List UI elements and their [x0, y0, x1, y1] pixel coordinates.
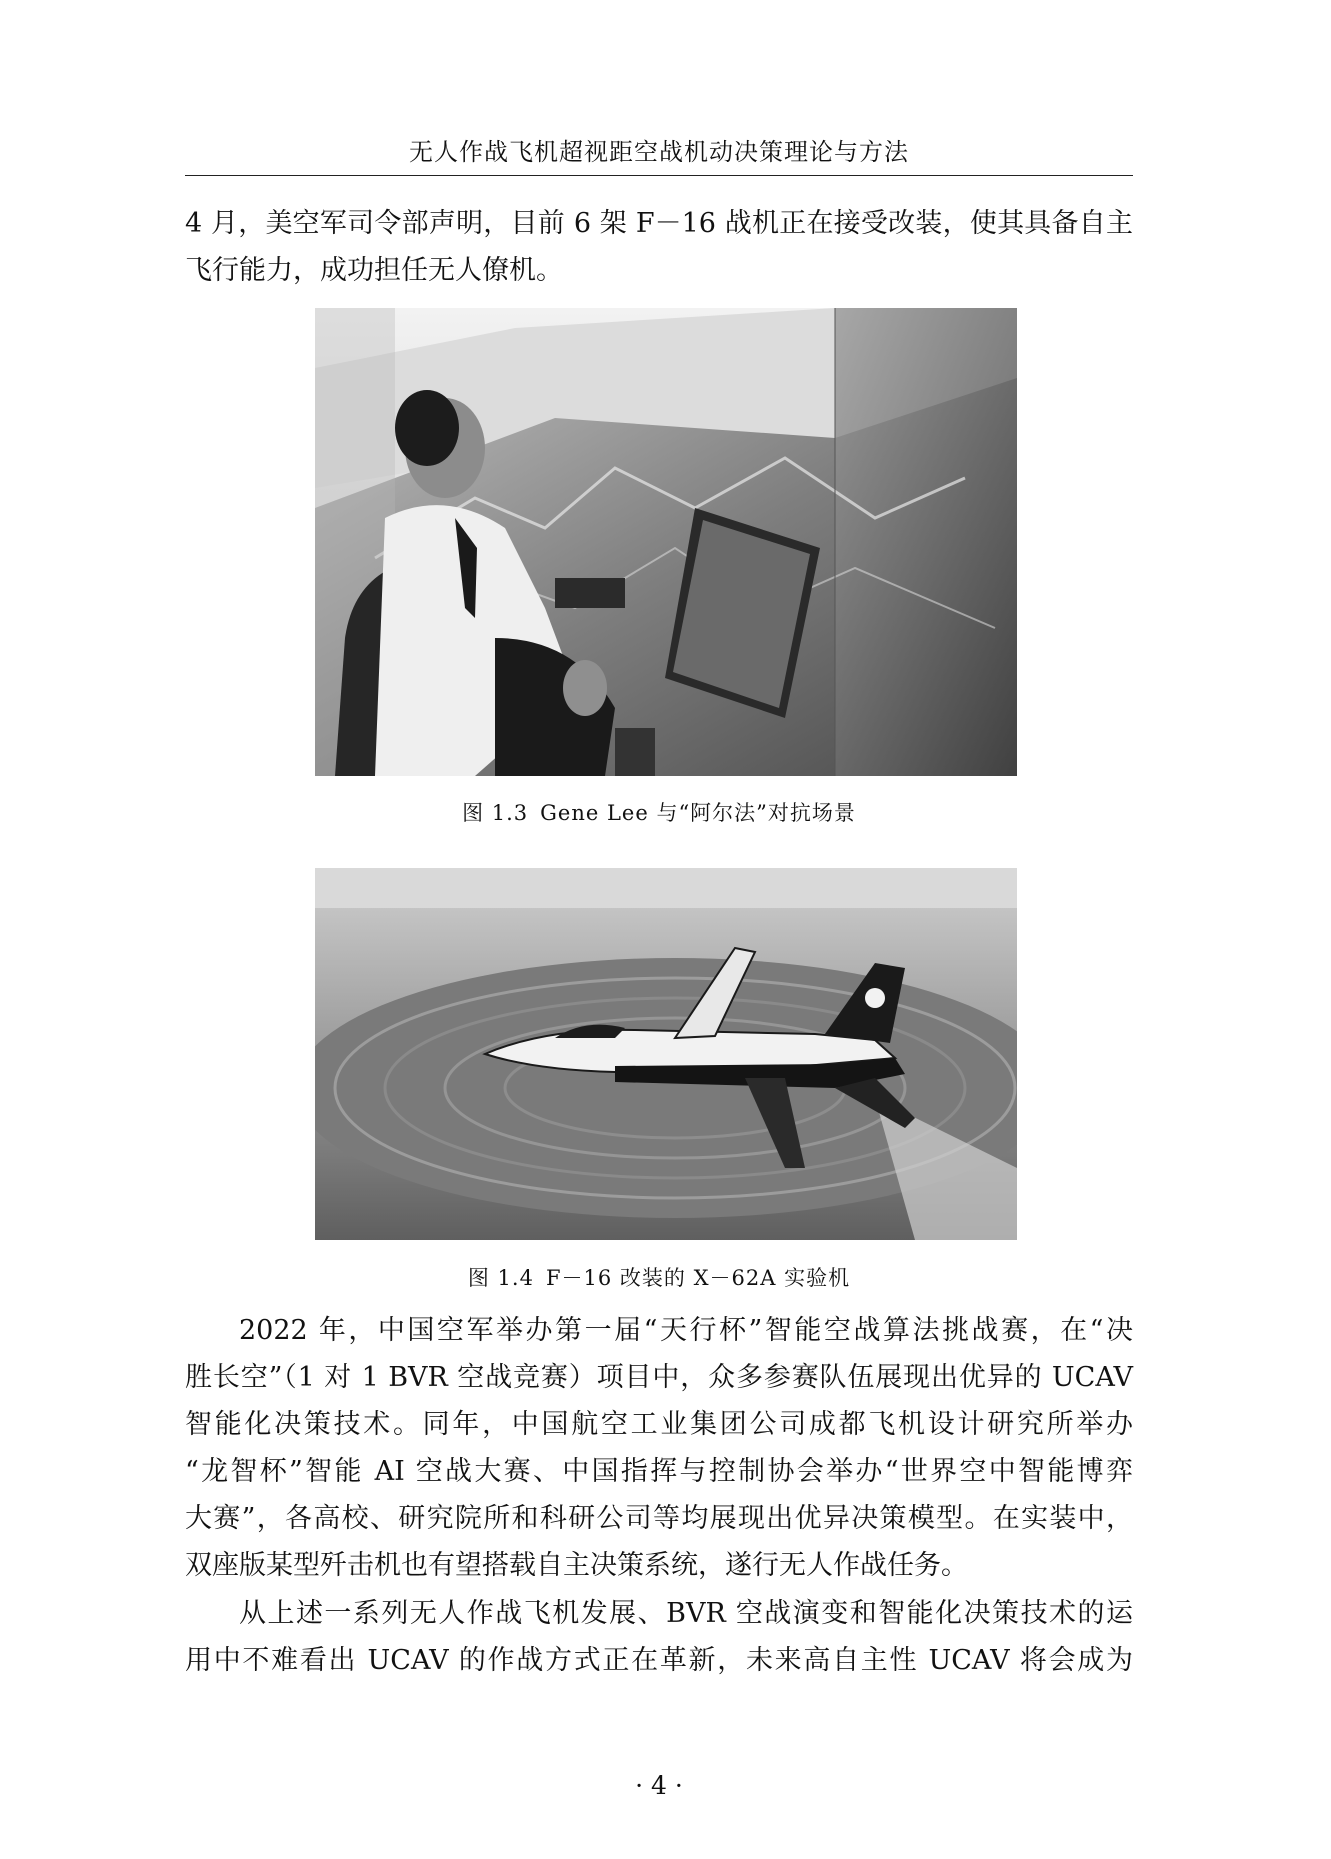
paragraph-line: 智能化决策技术。同年，中国航空工业集团公司成都飞机设计研究所举办 — [185, 1409, 1133, 1440]
aircraft-image — [315, 868, 1017, 1240]
paragraph-line: 用中不难看出 UCAV 的作战方式正在革新，未来高自主性 UCAV 将会成为 — [185, 1645, 1133, 1676]
figure-label: 图 1.4 — [467, 1266, 534, 1290]
figure-1-3-photo — [315, 308, 1017, 776]
body-paragraph-2 — [185, 1590, 1133, 1684]
figure-1-4-photo — [315, 868, 1017, 1240]
figure-1-4-caption — [185, 1262, 1133, 1292]
figure-caption-text: F－16 改装的 X－62A 实验机 — [545, 1266, 851, 1290]
paragraph-line: 飞行能力，成功担任无人僚机。 — [185, 255, 563, 286]
paragraph-line: “龙智杯”智能 AI 空战大赛、中国指挥与控制协会举办“世界空中智能博弈 — [185, 1456, 1133, 1487]
paragraph-line: 胜长空”（1 对 1 BVR 空战竞赛）项目中，众多参赛队伍展现出优异的 UCAV — [185, 1362, 1133, 1393]
simulator-scene-image — [315, 308, 1017, 776]
body-paragraph-1 — [185, 1307, 1133, 1589]
intro-paragraph — [185, 200, 1133, 294]
running-header: 无人作战飞机超视距空战机动决策理论与方法 — [409, 138, 909, 166]
page-number: · 4 · — [635, 1771, 683, 1800]
figure-1-3-caption — [185, 797, 1133, 827]
paragraph-line: 2022 年，中国空军举办第一届“天行杯”智能空战算法挑战赛，在“决 — [239, 1315, 1133, 1346]
figure-label: 图 1.3 — [462, 801, 529, 825]
paragraph-line: 4 月，美空军司令部声明，目前 6 架 F－16 战机正在接受改装，使其具备自主 — [185, 208, 1133, 239]
paragraph-line: 大赛”，各高校、研究院所和科研公司等均展现出优异决策模型。在实装中， — [185, 1503, 1133, 1534]
figure-caption-text: Gene Lee 与“阿尔法”对抗场景 — [540, 801, 856, 825]
header-rule — [185, 175, 1133, 176]
paragraph-line: 从上述一系列无人作战飞机发展、BVR 空战演变和智能化决策技术的运 — [239, 1598, 1133, 1629]
paragraph-line: 双座版某型歼击机也有望搭载自主决策系统，遂行无人作战任务。 — [185, 1550, 968, 1581]
